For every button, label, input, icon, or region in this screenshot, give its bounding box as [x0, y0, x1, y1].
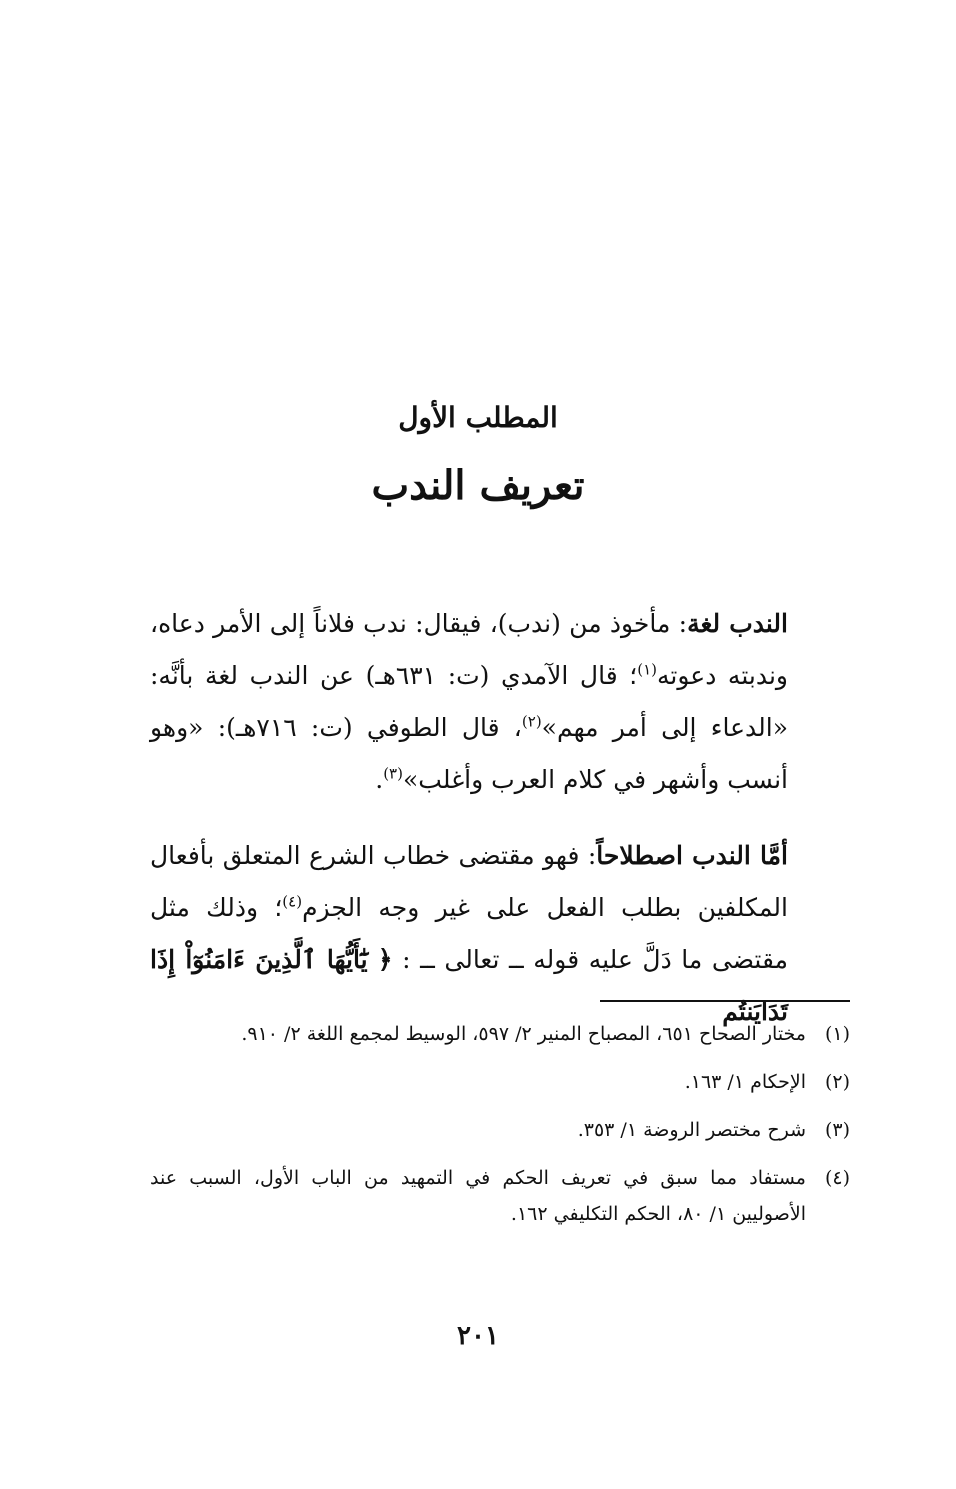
- footnote-item: [150, 1016, 850, 1052]
- footnote-item: [150, 1064, 850, 1100]
- footnote-text: مستفاد مما سبق في تعريف الحكم في التمهيد من الباب الأول، السبب عند الأصوليين ١/ ٨٠، الحكم التكليفي ١٦٢.: [150, 1167, 806, 1225]
- paragraph-technical-definition: [150, 830, 788, 1038]
- paragraph-text: ؛ قال الآمدي (ت: ٦٣١هـ) عن الندب لغة بأنَّه: «الدعاء إلى أمر مهم»: [150, 661, 788, 742]
- paragraph-text: ، قال الطوفي (ت: ٧١٦هـ): «وهو أنسب وأشهر في كلام العرب وأغلب»: [150, 713, 788, 794]
- footnote-ref: (٣): [383, 764, 403, 783]
- section-heading: المطلب الأول: [398, 401, 558, 434]
- page-number: ٢٠١: [457, 1321, 499, 1351]
- quran-verse: ﴿ يَٰٓأَيُّهَا ٱلَّذِينَ ءَامَنُوٓاْ إِذَا تَدَايَنتُم: [150, 945, 788, 1026]
- footnote-item: [150, 1160, 850, 1232]
- page-title: تعريف الندب: [371, 462, 585, 509]
- footnotes-list: [150, 1016, 850, 1244]
- footnote-number: (٣): [824, 1119, 850, 1141]
- term-technical: أمَّا الندب اصطلاحاً: [596, 841, 788, 870]
- footnote-text: الإحكام ١/ ١٦٣.: [684, 1071, 806, 1093]
- footnote-ref: (٤): [282, 892, 303, 911]
- term-linguistic: الندب لغة: [687, 609, 788, 638]
- paragraph-text: .: [375, 765, 384, 794]
- footnote-text: مختار الصحاح ٦٥١، المصباح المنير ٢/ ٥٩٧، الوسيط لمجمع اللغة ٢/ ٩١٠.: [241, 1023, 806, 1045]
- footnote-number: (١): [824, 1023, 850, 1045]
- paragraph-text: : مأخوذ من (ندب)، فيقال: ندب فلاناً إلى الأمر دعاه، وندبته دعوته: [150, 609, 788, 690]
- footnote-ref: (٢): [521, 712, 542, 731]
- footnote-number: (٢): [824, 1071, 850, 1093]
- footnote-text: شرح مختصر الروضة ١/ ٣٥٣.: [577, 1119, 806, 1141]
- footnote-number: (٤): [824, 1167, 850, 1189]
- footnote-ref: (١): [637, 660, 657, 679]
- footnote-item: [150, 1112, 850, 1148]
- paragraph-text: : فهو مقتضى خطاب الشرع المتعلق بأفعال المكلفين بطلب الفعل على غير وجه الجزم: [150, 841, 788, 922]
- footnote-divider: [600, 1000, 850, 1002]
- paragraph-linguistic-definition: [150, 598, 788, 806]
- paragraph-text: ؛ وذلك مثل مقتضى ما دَلَّ عليه قوله ــ تعالى ــ :: [150, 893, 788, 974]
